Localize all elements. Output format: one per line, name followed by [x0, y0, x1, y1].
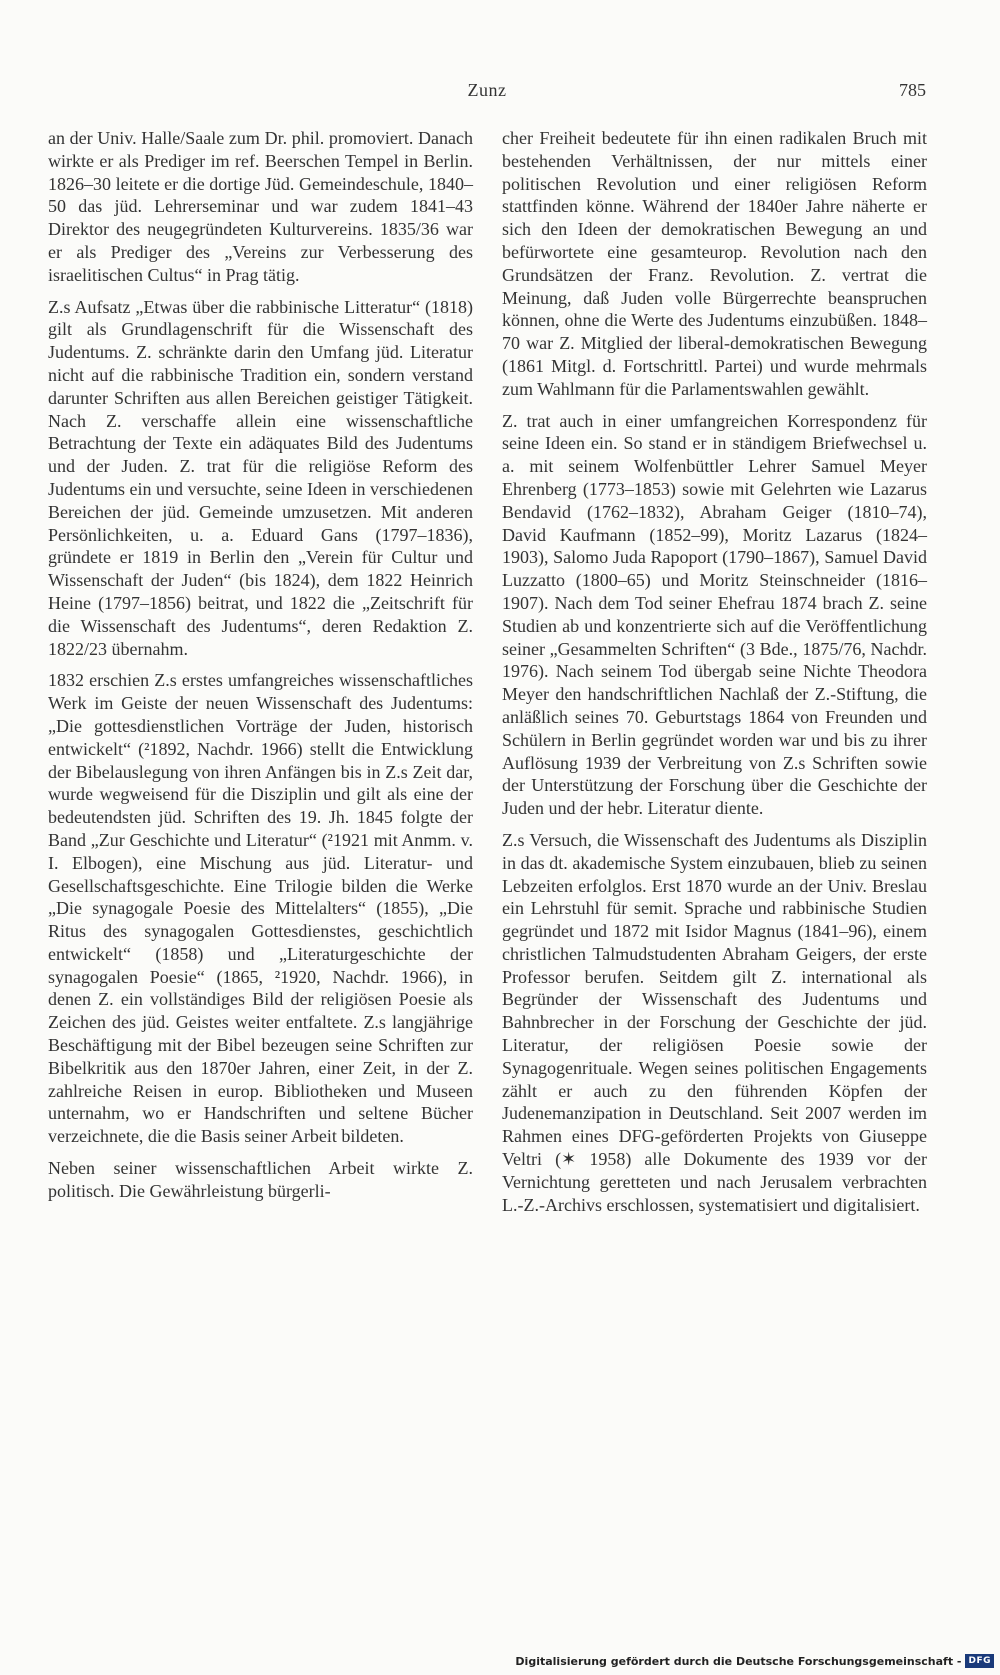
left-column: [48, 127, 473, 1212]
right-column: [502, 127, 927, 1225]
page-number: 785: [899, 80, 926, 100]
paragraph: an der Univ. Halle/Saale zum Dr. phil. promoviert. Danach wirkte er als Prediger im ref. Beerschen Tempel in Berlin. 1826–30 leitete er die dortige Jüd. Gemeindeschule, 1840–50 das jüd. Lehrerseminar und war zudem 1841–43 Direktor des neugegründeten Kulturvereins. 1835/36 war er als Prediger des „Vereins zur Verbesserung des israelitischen Cultus“ in Prag tätig.: [48, 128, 473, 285]
dfg-logo: DFG: [965, 1654, 994, 1668]
credit-text: Digitalisierung gefördert durch die Deutsche Forschungsgemeinschaft -: [515, 1654, 962, 1668]
page-header: [48, 80, 926, 110]
paragraph: Z. trat auch in einer umfangreichen Korrespondenz für seine Ideen ein. So stand er in ständigem Briefwechsel u. a. mit seinem Wolfenbüttler Lehrer Samuel Meyer Ehrenberg (1773–1853) sowie mit Gelehrten wie Lazarus Bendavid (1762–1832), Abraham Geiger (1810–74), David Kaufmann (1852–99), Moritz Lazarus (1824–1903), Salomo Juda Rapoport (1790–1867), Samuel David Luzzatto (1800–65) und Moritz Steinschneider (1816–1907). Nach dem Tod seiner Ehefrau 1874 brach Z. seine Studien ab und konzentrierte sich auf die Veröffentlichung seiner „Gesammelten Schriften“ (3 Bde., 1875/76, Nachdr. 1976). Nach seinem Tod übergab seine Nichte Theodora Meyer den handschriftlichen Nachlaß der Z.-Stiftung, die anläßlich seines 70. Geburtstags 1864 von Freunden und Schülern in Berlin gegründet worden war und bis zu ihrer Auflösung 1939 der Verbreitung von Z.s Schriften sowie der Unterstützung der Forschung über die Geschichte der Juden und der hebr. Literatur diente.: [502, 410, 927, 819]
paragraph: Neben seiner wissenschaftlichen Arbeit wirkte Z. politisch. Die Gewährleistung bürgerli-: [48, 1158, 473, 1201]
paragraph: Z.s Versuch, die Wissenschaft des Judentums als Disziplin in das dt. akademische System einzubauen, blieb zu seinen Lebzeiten erfolglos. Erst 1870 wurde an der Univ. Breslau ein Lehrstuhl für semit. Sprache und rabbinische Studien gegründet und 1872 mit Isidor Magnus (1841–96), einem christlichen Talmudstudenten Abraham Geigers, der erste Professor berufen. Seitdem gilt Z. international als Begründer der Wissenschaft des Judentums und Bahnbrecher in der Forschung der Geschichte der jüd. Literatur, der religiösen Poesie sowie der Synagogenrituale. Wegen seines politischen Engagements zählt er auch zu den führenden Köpfen der Judenemanzipation in Deutschland. Seit 2007 werden im Rahmen eines DFG-geförderten Projekts von Giuseppe Veltri (✶ 1958) alle Dokumente des 1939 vor der Vernichtung geretteten und nach Jerusalem verbrachten L.-Z.-Archivs erschlossen, systematisiert und digitalisiert.: [502, 829, 927, 1215]
paragraph: Z.s Aufsatz „Etwas über die rabbinische Litteratur“ (1818) gilt als Grundlagenschrift für die Wissenschaft des Judentums. Z. schränkte darin den Umfang jüd. Literatur nicht auf die rabbinische Tradition ein, sondern verstand darunter Schriften aus allen Bereichen geistiger Tätigkeit. Nach Z. verschaffe allein eine wissenschaftliche Betrachtung der Texte ein adäquates Bild des Judentums und der Juden. Z. trat für die religiöse Reform des Judentums ein und versuchte, seine Ideen in verschiedenen Bereichen der jüd. Gemeinde umzusetzen. Mit anderen Persönlichkeiten, u. a. Eduard Gans (1797–1836), gründete er 1819 in Berlin den „Verein für Cultur und Wissenschaft der Juden“ (bis 1824), dem 1822 Heinrich Heine (1797–1856) beitrat, und 1822 die „Zeitschrift für die Wissenschaft des Judentums“, deren Redaktion Z. 1822/23 übernahm.: [48, 296, 473, 659]
digitization-credit: [515, 1653, 994, 1669]
running-head: Zunz: [467, 80, 507, 100]
paragraph: 1832 erschien Z.s erstes umfangreiches wissenschaftliches Werk im Geiste der neuen Wissenschaft des Judentums: „Die gottesdienstlichen Vorträge der Juden, historisch entwickelt“ (²1892, Nachdr. 1966) stellt die Entwicklung der Bibelauslegung von ihren Anfängen bis in Z.s Zeit dar, wurde wegweisend für die Disziplin und gilt als eine der bedeutendsten jüd. Schriften des 19. Jh. 1845 folgte der Band „Zur Geschichte und Literatur“ (²1921 mit Anmm. v. I. Elbogen), eine Mischung aus jüd. Literatur- und Gesellschaftsgeschichte. Eine Trilogie bilden die Werke „Die synagogale Poesie des Mittelalters“ (1855), „Die Ritus des synagogalen Gottesdienstes, geschichtlich entwickelt“ (1858) und „Literaturgeschichte der synagogalen Poesie“ (1865, ²1920, Nachdr. 1966), in denen Z. ein vollständiges Bild der religiösen Poesie als Zeichen des jüd. Geistes weiter entfaltete. Z.s langjährige Beschäftigung mit der Bibel bezeugen seine Schriften zur Bibelkritik aus den 1870er Jahren, einer Zeit, in der Z. zahlreiche Reisen in europ. Bibliotheken und Museen unternahm, wo er Handschriften und seltene Bücher verzeichnete, die die Basis seiner Arbeit bildeten.: [48, 670, 473, 1147]
paragraph: cher Freiheit bedeutete für ihn einen radikalen Bruch mit bestehenden Verhältnissen, der nur mittels einer politischen Revolution und einer religiösen Reform stattfinden könne. Während der 1840er Jahre näherte er sich den Ideen der demokratischen Bewegung an und befürwortete eine gesamteurop. Revolution nach den Grundsätzen der Franz. Revolution. Z. vertrat die Meinung, daß Juden volle Bürgerrechte beanspruchen können, ohne die Werte des Judentums einzubüßen. 1848–70 war Z. Mitglied der liberal-demokratischen Bewegung (1861 Mitgl. d. Fortschrittl. Partei) und wurde mehrmals zum Wahlmann für die Parlamentswahlen gewählt.: [502, 128, 927, 399]
